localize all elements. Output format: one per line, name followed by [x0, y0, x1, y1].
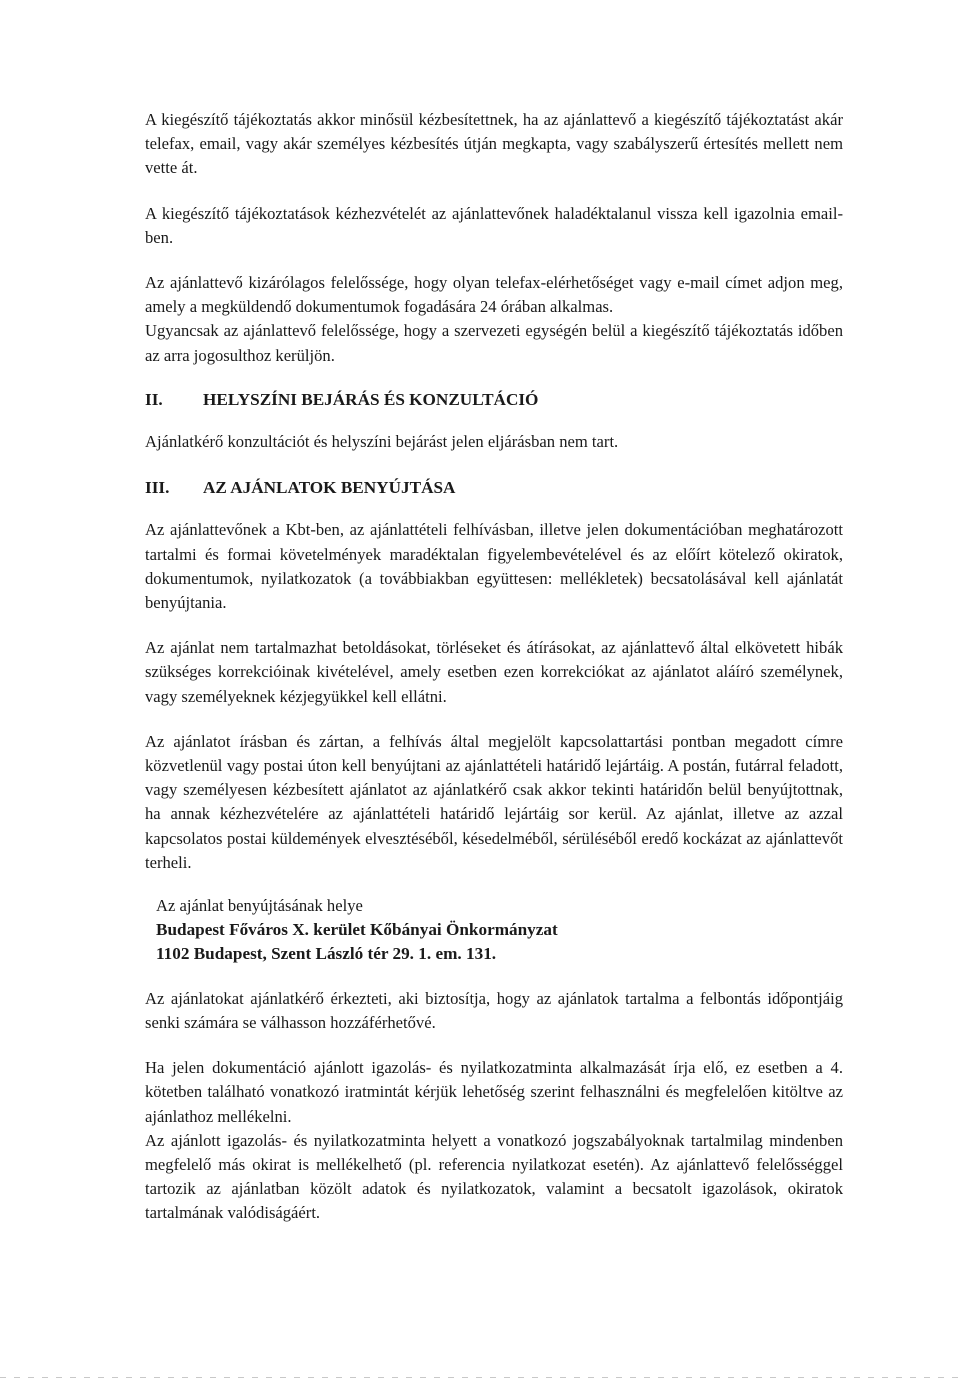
section-heading-site-visit [145, 388, 843, 412]
section-title: AZ AJÁNLATOK BENYÚJTÁSA [203, 478, 456, 498]
paragraph-email-confirmation: A kiegészítő tájékoztatások kézhezvételét az ajánlattevőnek haladéktalanul vissza kell igazolnia email-ben. [145, 203, 843, 247]
paragraph-alternative-documents: Az ajánlott igazolás- és nyilatkozatminta helyett a vonatkozó jogszabályoknak tartalmilag mindenben megfelelő más okirat is mellékelhető (pl. referencia nyilatkozat esetén). Az ajánlattevő felelősséggel tartozik az ajánlatban közölt adatok és nyilatkozatok, valamint a becsatolt igazolások, okiratok tartalmának valódiságáért. [145, 1130, 843, 1223]
paragraph-submission-method: Az ajánlatot írásban és zártan, a felhívás által megjelölt kapcsolattartási pontban megadott címre közvetlenül vagy postai úton kell benyújtani az ajánlattételi határidő lejártáig. A postán, futárral feladott, vagy személyesen kézbesített ajánlatot az ajánlatkérő csak akkor tekinti határidőn belül benyújtottnak, ha annak kézhezvételére az ajánlattételi határidő lejártáig sor kerül. Az ajánlat, illetve az azzal kapcsolatos postai küldemények elvesztéséből, késedelméből, sérüléséből eredő kockázat az ajánlattevőt terheli. [145, 731, 843, 872]
paragraph-template-usage: Ha jelen dokumentáció ajánlott igazolás- és nyilatkozatminta alkalmazását írja elő, ez esetben a 4. kötetben található vonatkozó iratmintát kérjük lehetőség szerint felhasználni és megfelelően kitöltve az ajánlathoz mellékelni. [145, 1058, 843, 1126]
scan-edge-line [0, 1377, 960, 1378]
paragraph-submission-requirements: Az ajánlattevőnek a Kbt-ben, az ajánlattételi felhívásban, illetve jelen dokumentációban meghatározott tartalmi és formai követelmények maradéktalan figyelembevételével és az előírt kötelező okiratok, dokumentumok, nyilatkozatok (a továbbiakban együttesen: mellékletek) becsatolásával kell ajánlatát benyújtania. [145, 520, 843, 613]
address-street: 1102 Budapest, Szent László tér 29. 1. em. 131. [156, 944, 497, 964]
section-number: III. [145, 478, 170, 498]
section-heading-submission [145, 476, 843, 500]
address-label: Az ajánlat benyújtásának helye [156, 896, 363, 916]
paragraph-contact-responsibility: Az ajánlattevő kizárólagos felelőssége, hogy olyan telefax-elérhetőséget vagy e-mail címet adjon meg, amely a megküldendő dokumentumok fogadására 24 órában alkalmas. [145, 273, 843, 317]
paragraph-no-consultation: Ajánlatkérő konzultációt és helyszíni bejárást jelen eljárásban nem tart. [145, 432, 619, 452]
submission-address-block [145, 894, 843, 967]
document-page [145, 108, 843, 1226]
paragraph-registration: Az ajánlatokat ajánlatkérő érkezteti, aki biztosítja, hogy az ajánlatok tartalma a felbontás időpontjáig senki számára se válhasson hozzáférhetővé. [145, 988, 843, 1032]
paragraph-no-alterations: Az ajánlat nem tartalmazhat betoldásokat, törléseket és átírásokat, az ajánlattevő által elkövetett hibák szükséges korrekcióinak kivételével, amely esetben ezen korrekciókat az ajánlatot aláíró személynek, vagy személyeknek kézjegyükkel kell ellátni. [145, 638, 843, 706]
paragraph-internal-forwarding: Ugyancsak az ajánlattevő felelőssége, hogy a szervezeti egységén belül a kiegészítő tájékoztatás időben az arra jogosulthoz kerüljön. [145, 321, 843, 365]
section-title: HELYSZÍNI BEJÁRÁS ÉS KONZULTÁCIÓ [203, 389, 539, 409]
section-number: II. [145, 389, 163, 409]
address-organization: Budapest Főváros X. kerület Kőbányai Önkormányzat [156, 920, 558, 940]
paragraph-delivery-notice: A kiegészítő tájékoztatás akkor minősül kézbesítettnek, ha az ajánlattevő a kiegészítő tájékoztatást akár telefax, email, vagy akár személyes kézbesítés útján megkapta, vagy szabályszerű értesítés mellett nem vette át. [145, 110, 843, 178]
